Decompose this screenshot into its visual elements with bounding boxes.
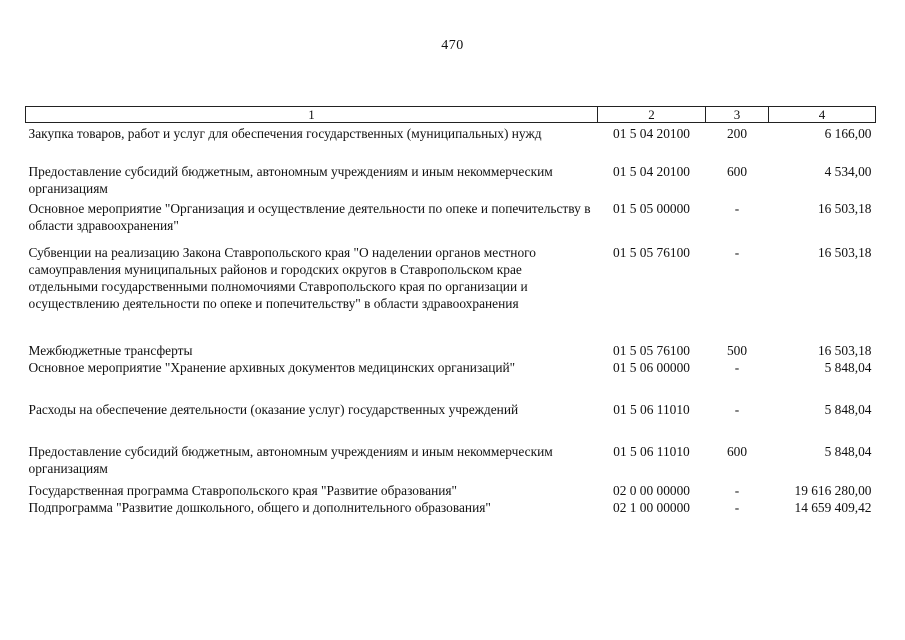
row-name: Субвенции на реализацию Закона Ставропольского края "О наделении органов местного самоуправления муниципальных районов и городских округов в Ставропольском крае отдельными государственными полномочиями Ставропольского края по организации и осуществлению деятельности по опеке и попечительству" в области здравоохранения [28, 245, 537, 311]
row-csr-code: 01 5 05 76100 [613, 343, 690, 358]
row-name: Подпрограмма "Развитие дошкольного, общего и дополнительного образования" [28, 500, 491, 515]
row-name: Государственная программа Ставропольского края "Развитие образования" [28, 483, 458, 498]
table-row [26, 401, 876, 443]
row-csr-code: 01 5 06 11010 [613, 402, 690, 417]
row-name: Межбюджетные трансферты [28, 343, 193, 358]
row-amount: 6 166,00 [824, 126, 872, 141]
table-header [26, 107, 876, 123]
row-amount: 5 848,04 [824, 444, 872, 459]
header-col-2: 2 [598, 107, 706, 123]
row-vr-code: - [734, 402, 740, 417]
row-csr-code: 01 5 06 00000 [613, 360, 690, 375]
row-vr-code: 500 [726, 343, 748, 358]
row-vr-code: - [734, 201, 740, 216]
table-row [26, 499, 876, 516]
table-row [26, 244, 876, 342]
header-row [26, 107, 876, 123]
budget-table [25, 106, 876, 516]
table-row [26, 123, 876, 164]
row-amount: 16 503,18 [817, 245, 872, 260]
row-vr-code: 200 [726, 126, 748, 141]
table-row [26, 200, 876, 244]
row-amount: 16 503,18 [817, 201, 872, 216]
row-amount: 5 848,04 [824, 402, 872, 417]
row-vr-code: - [734, 360, 740, 375]
table-row [26, 359, 876, 401]
row-csr-code: 02 0 00 00000 [613, 483, 690, 498]
row-csr-code: 02 1 00 00000 [613, 500, 690, 515]
header-col-4: 4 [769, 107, 876, 123]
row-amount: 16 503,18 [817, 343, 872, 358]
row-csr-code: 01 5 06 11010 [613, 444, 690, 459]
row-vr-code: - [734, 483, 740, 498]
row-vr-code: - [734, 245, 740, 260]
page-number: 470 [441, 38, 464, 53]
row-amount: 4 534,00 [824, 164, 872, 179]
row-name: Закупка товаров, работ и услуг для обеспечения государственных (муниципальных) нужд [28, 126, 542, 141]
table-row [26, 342, 876, 359]
header-col-3: 3 [706, 107, 769, 123]
row-csr-code: 01 5 04 20100 [613, 164, 690, 179]
table-row [26, 163, 876, 200]
table-body [26, 123, 876, 517]
row-vr-code: 600 [726, 164, 748, 179]
table-row [26, 482, 876, 499]
row-vr-code: - [734, 500, 740, 515]
row-name: Предоставление субсидий бюджетным, автономным учреждениям и иным некоммерческим организациям [28, 444, 553, 476]
row-name: Основное мероприятие "Организация и осуществление деятельности по опеке и попечительству в области здравоохранения" [28, 201, 591, 233]
row-csr-code: 01 5 04 20100 [613, 126, 690, 141]
row-name: Предоставление субсидий бюджетным, автономным учреждениям и иным некоммерческим организациям [28, 164, 553, 196]
row-csr-code: 01 5 05 00000 [613, 201, 690, 216]
header-col-1: 1 [26, 107, 598, 123]
row-amount: 19 616 280,00 [794, 483, 872, 498]
row-amount: 5 848,04 [824, 360, 872, 375]
row-amount: 14 659 409,42 [794, 500, 872, 515]
row-name: Основное мероприятие "Хранение архивных документов медицинских организаций" [28, 360, 516, 375]
row-vr-code: 600 [726, 444, 748, 459]
row-csr-code: 01 5 05 76100 [613, 245, 690, 260]
row-name: Расходы на обеспечение деятельности (оказание услуг) государственных учреждений [28, 402, 519, 417]
table-row [26, 443, 876, 482]
